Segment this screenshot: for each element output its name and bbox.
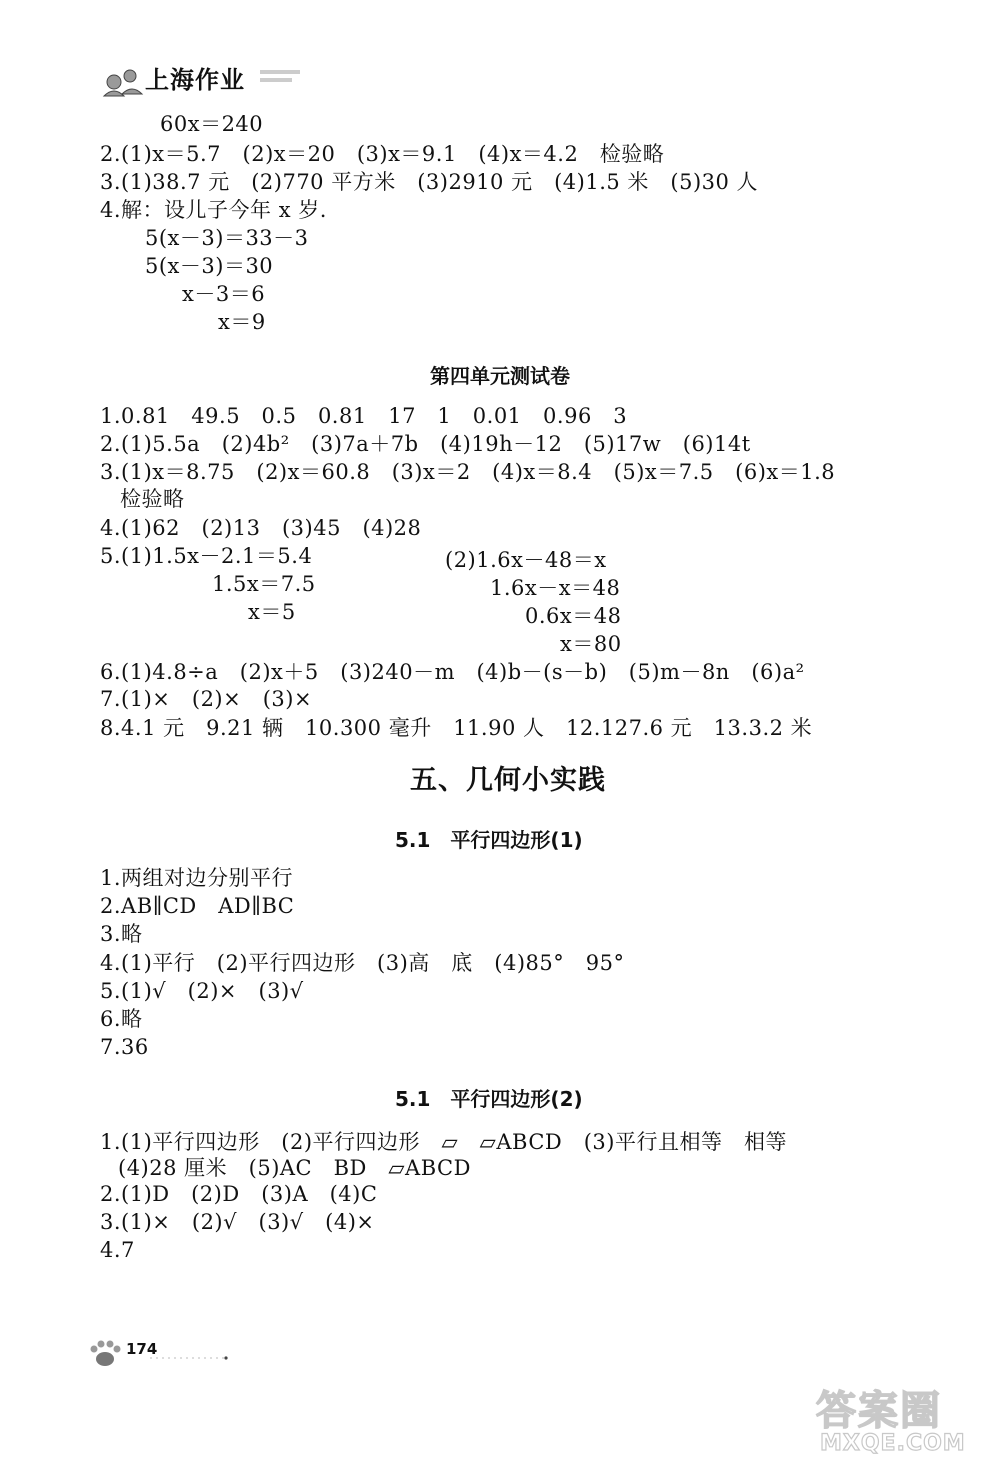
answer-line: x－3＝6 bbox=[182, 282, 266, 306]
chapter-title: 五、几何小实践 bbox=[410, 765, 606, 796]
answer-line: 1.0.81 49.5 0.5 0.81 17 1 0.01 0.96 3 bbox=[100, 404, 628, 428]
answer-line: 2.(1)5.5a (2)4b² (3)7a＋7b (4)19h－12 (5)17w (6)14t bbox=[100, 432, 751, 456]
footer-dotted-line bbox=[150, 1352, 230, 1362]
answer-line: 2.(1)D (2)D (3)A (4)C bbox=[100, 1182, 378, 1206]
answer-line: 6.略 bbox=[100, 1007, 143, 1031]
answer-line: 6.(1)4.8÷a (2)x＋5 (3)240－m (4)b－(s－b) (5)m－8n (6)a² bbox=[100, 660, 805, 684]
watermark-text-en: MXQE.COM bbox=[820, 1431, 966, 1454]
answer-line: 4.7 bbox=[100, 1238, 135, 1262]
answer-line: 3.(1)38.7 元 (2)770 平方米 (3)2910 元 (4)1.5 米 (5)30 人 bbox=[100, 170, 759, 194]
answer-line: x＝9 bbox=[218, 310, 266, 334]
section-title-unit4-test: 第四单元测试卷 bbox=[430, 364, 570, 388]
page-number: 174 bbox=[126, 1340, 158, 1358]
watermark-text-cn: 答案圈 bbox=[816, 1388, 942, 1434]
answer-line: 5.(1)√ (2)× (3)√ bbox=[100, 979, 304, 1003]
answer-line: 1.(1)平行四边形 (2)平行四边形 ▱ ▱ABCD (3)平行且相等 相等 bbox=[100, 1130, 787, 1154]
answer-line: 60x＝240 bbox=[160, 112, 264, 136]
answer-line: 1.两组对边分别平行 bbox=[100, 866, 294, 890]
answer-line: 4.(1)62 (2)13 (3)45 (4)28 bbox=[100, 516, 422, 540]
cartoon-figures-icon bbox=[104, 70, 142, 96]
answer-line: x＝80 bbox=[560, 632, 622, 656]
answer-line: 5(x－3)＝33－3 bbox=[145, 226, 309, 250]
answer-line: 1.5x＝7.5 bbox=[212, 572, 316, 596]
answer-line: 4.(1)平行 (2)平行四边形 (3)高 底 (4)85° 95° bbox=[100, 951, 625, 975]
answer-line: x＝5 bbox=[248, 600, 296, 624]
section-title-5-1-part2: 5.1 平行四边形(2) bbox=[395, 1087, 583, 1111]
paw-icon bbox=[86, 1338, 124, 1368]
answer-line: 1.6x－x＝48 bbox=[490, 576, 621, 600]
answer-line: 7.(1)× (2)× (3)× bbox=[100, 687, 313, 711]
answer-line: 3.略 bbox=[100, 922, 143, 946]
answer-line: (4)28 厘米 (5)AC BD ▱ABCD bbox=[118, 1156, 471, 1180]
answer-line: 0.6x＝48 bbox=[525, 604, 622, 628]
answer-line: 7.36 bbox=[100, 1035, 149, 1059]
answer-line: 8.4.1 元 9.21 辆 10.300 毫升 11.90 人 12.127.6 元 13.3.2 米 bbox=[100, 716, 813, 740]
section-title-5-1-part1: 5.1 平行四边形(1) bbox=[395, 828, 583, 852]
header-title: 上海作业 bbox=[145, 66, 245, 94]
answer-line: (2)1.6x－48＝x bbox=[445, 548, 607, 572]
answer-line: 检验略 bbox=[120, 487, 185, 511]
answer-line: 2.(1)x＝5.7 (2)x＝20 (3)x＝9.1 (4)x＝4.2 检验略 bbox=[100, 142, 665, 166]
answer-line: 5.(1)1.5x－2.1＝5.4 bbox=[100, 544, 313, 568]
answer-line: 3.(1)× (2)√ (3)√ (4)× bbox=[100, 1210, 375, 1234]
answer-line: 2.AB∥CD AD∥BC bbox=[100, 894, 295, 918]
answer-line: 3.(1)x＝8.75 (2)x＝60.8 (3)x＝2 (4)x＝8.4 (5)x＝7.5 (6)x＝1.8 bbox=[100, 460, 836, 484]
answer-line: 4.解：设儿子今年 x 岁. bbox=[100, 198, 327, 222]
answer-line: 5(x－3)＝30 bbox=[145, 254, 274, 278]
header-dots bbox=[260, 70, 300, 82]
watermark-logo bbox=[812, 1380, 998, 1454]
